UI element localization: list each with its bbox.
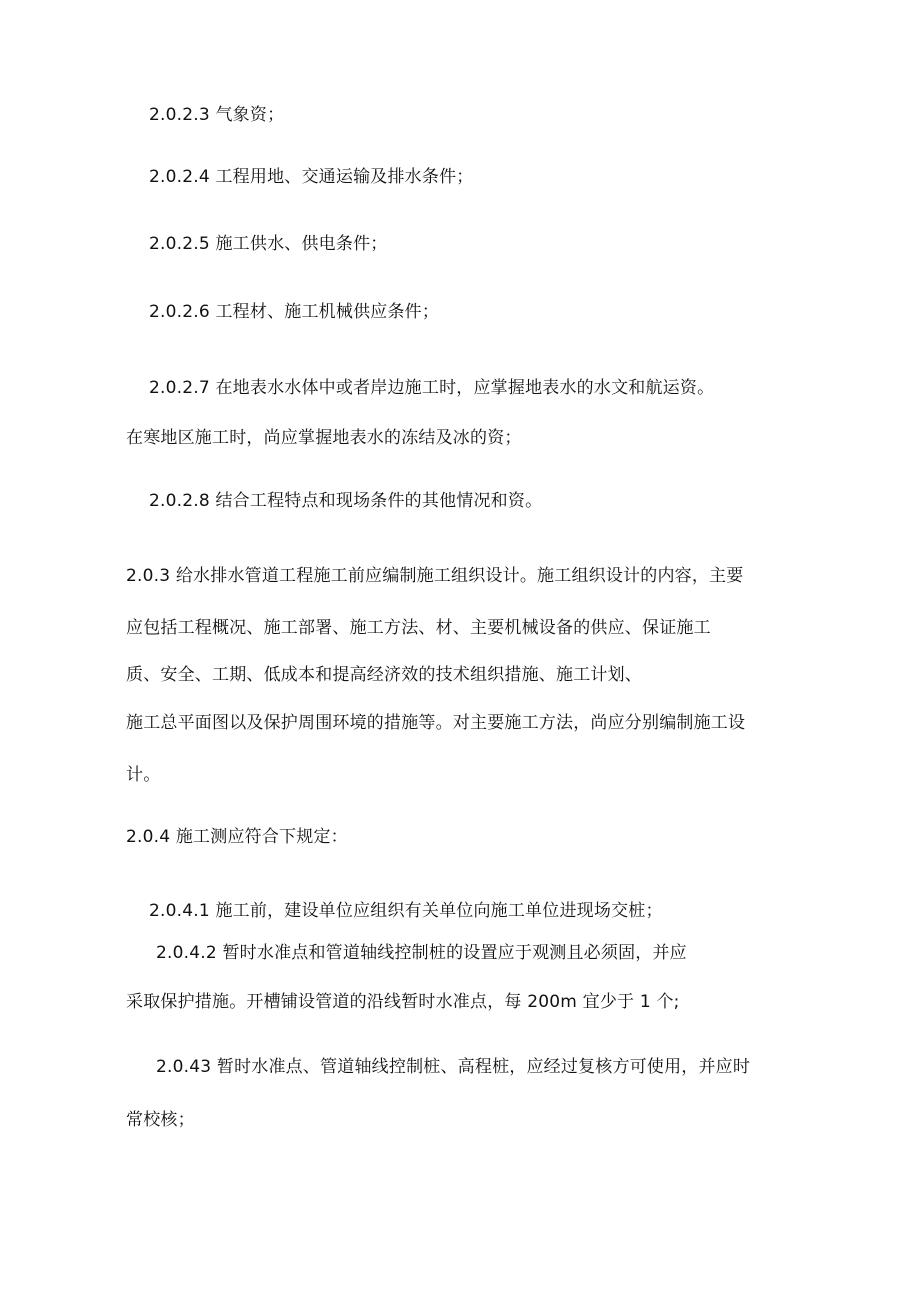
section-2-0-3-line-2: 应包括工程概况、施工部署、施工方法、材、主要机械设备的供应、保证施工 — [126, 618, 711, 638]
section-2-0-3-line-4: 施工总平面图以及保护周围环境的措施等。对主要施工方法，尚应分别编制施工设 — [126, 713, 746, 733]
item-2-0-4-1: 2.0.4.1 施工前，建设单位应组织有关单位向施工单位进现场交桩； — [149, 901, 663, 921]
item-2-0-2-7: 2.0.2.7 在地表水水体中或者岸边施工时，应掌握地表水的水文和航运资。 — [149, 378, 715, 398]
item-2-0-4-2-continued: 采取保护措施。开槽铺设管道的沿线暂时水准点，每 200m 宜少于 1 个; — [126, 992, 680, 1012]
section-2-0-4-heading: 2.0.4 施工测应符合下规定： — [126, 827, 348, 847]
item-2-0-2-8: 2.0.2.8 结合工程特点和现场条件的其他情况和资。 — [149, 491, 543, 511]
item-2-0-4-2: 2.0.4.2 暂时水准点和管道轴线控制桩的设置应于观测且必须固，并应 — [156, 943, 687, 963]
item-2-0-2-6: 2.0.2.6 工程材、施工机械供应条件； — [149, 302, 440, 322]
item-2-0-2-5: 2.0.2.5 施工供水、供电条件； — [149, 234, 388, 254]
item-2-0-4-3: 2.0.43 暂时水准点、管道轴线控制桩、高程桩，应经过复核方可使用，并应时 — [156, 1057, 751, 1077]
section-2-0-3-line-1: 2.0.3 给水排水管道工程施工前应编制施工组织设计。施工组织设计的内容，主要 — [126, 566, 744, 586]
item-2-0-2-3: 2.0.2.3 气象资； — [149, 105, 285, 125]
section-2-0-3-line-5: 计。 — [126, 765, 161, 785]
section-2-0-3-line-3: 质、安全、工期、低成本和提高经济效的技术组织措施、施工计划、 — [126, 665, 642, 685]
item-2-0-2-4: 2.0.2.4 工程用地、交通运输及排水条件； — [149, 167, 474, 187]
item-2-0-2-7-continued: 在寒地区施工时，尚应掌握地表水的冻结及冰的资； — [126, 428, 522, 448]
item-2-0-4-3-continued: 常校核； — [126, 1110, 195, 1130]
